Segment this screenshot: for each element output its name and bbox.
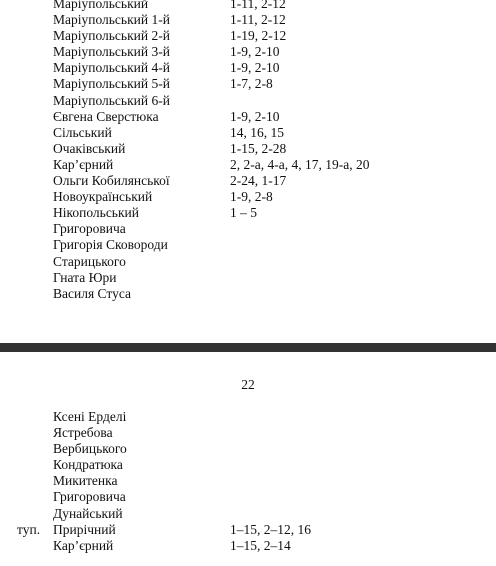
street-list-bottom	[0, 409, 496, 554]
street-row	[0, 76, 496, 92]
street-row	[0, 189, 496, 205]
street-name: Дунайський	[53, 505, 123, 521]
street-row	[0, 44, 496, 60]
street-name: Маріупольський 3-й	[53, 44, 170, 60]
street-row	[0, 506, 496, 522]
street-name: Маріупольський 1-й	[53, 12, 170, 28]
street-row	[0, 60, 496, 76]
street-row	[0, 457, 496, 473]
street-row	[0, 109, 496, 125]
house-numbers: 1-19, 2-12	[230, 28, 287, 44]
street-row	[0, 270, 496, 286]
street-name: Маріупольський 6-й	[53, 92, 170, 108]
street-name: Ястребова	[53, 425, 113, 441]
street-name: Маріупольський	[53, 0, 149, 11]
street-name: Ольги Кобилянської	[53, 173, 170, 189]
house-numbers: 2, 2-а, 4-а, 4, 17, 19-а, 20	[230, 156, 370, 172]
house-numbers: 1–15, 2–12, 16	[230, 521, 311, 537]
street-name: Василя Стуса	[53, 285, 131, 301]
house-numbers: 1 – 5	[230, 205, 257, 221]
street-name: Очаківський	[53, 140, 126, 156]
street-row	[0, 489, 496, 505]
street-name: Григорія Сковороди	[53, 237, 168, 253]
house-numbers: 1-9, 2-10	[230, 108, 280, 124]
street-name: Маріупольський 2-й	[53, 28, 170, 44]
house-numbers: 1-7, 2-8	[230, 76, 273, 92]
street-name: Григоровича	[53, 489, 126, 505]
street-row	[0, 173, 496, 189]
street-name: Прирічний	[53, 521, 116, 537]
street-row	[0, 28, 496, 44]
document-page-bottom	[0, 352, 496, 566]
street-name: Вербицького	[53, 441, 127, 457]
street-row	[0, 473, 496, 489]
street-type-prefix: туп.	[17, 521, 41, 537]
page-number: 22	[241, 377, 255, 392]
street-row	[0, 125, 496, 141]
street-name: Нікопольський	[53, 205, 139, 221]
street-name: Маріупольський 5-й	[53, 76, 170, 92]
street-row	[0, 141, 496, 157]
house-numbers: 1-11, 2-12	[230, 12, 286, 28]
street-name: Микитенка	[53, 473, 118, 489]
street-row	[0, 286, 496, 302]
street-row	[0, 93, 496, 109]
street-row	[0, 254, 496, 270]
street-name: Новоукраїнський	[53, 189, 153, 205]
house-numbers: 2-24, 1-17	[230, 173, 287, 189]
street-name: Ксені Ерделі	[53, 409, 127, 424]
street-name: Гната Юри	[53, 269, 117, 285]
house-numbers: 1-9, 2-8	[230, 189, 273, 205]
street-row	[0, 0, 496, 12]
street-name: Кар’єрний	[53, 156, 114, 172]
house-numbers: 14, 16, 15	[230, 124, 284, 140]
street-row	[0, 425, 496, 441]
street-name: Григоровича	[53, 221, 126, 237]
street-row	[0, 522, 496, 538]
house-numbers: 1-11, 2-12	[230, 0, 286, 11]
street-row	[0, 221, 496, 237]
street-row	[0, 205, 496, 221]
street-row	[0, 409, 496, 425]
house-numbers: 1-9, 2-10	[230, 44, 280, 60]
street-row	[0, 237, 496, 253]
house-numbers: 1-9, 2-10	[230, 60, 280, 76]
street-name: Кар’єрний	[53, 537, 114, 553]
street-row	[0, 157, 496, 173]
street-name: Кондратюка	[53, 457, 123, 473]
street-name: Старицького	[53, 253, 126, 269]
house-numbers: 1–15, 2–14	[230, 537, 291, 553]
street-name: Маріупольський 4-й	[53, 60, 170, 76]
street-row	[0, 538, 496, 554]
page-separator	[0, 343, 496, 352]
street-row	[0, 441, 496, 457]
street-name: Сільський	[53, 124, 112, 140]
street-name: Євгена Сверстюка	[53, 108, 159, 124]
street-row	[0, 12, 496, 28]
house-numbers: 1-15, 2-28	[230, 140, 287, 156]
